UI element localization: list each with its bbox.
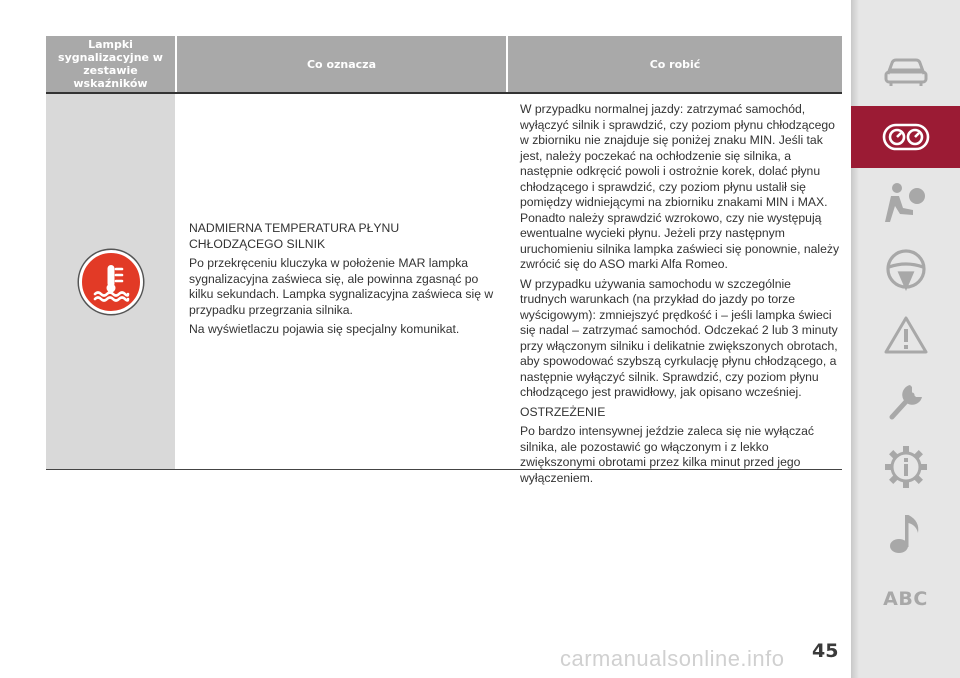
sidebar-item-technical[interactable] bbox=[851, 436, 960, 498]
watermark: carmanualsonline.info bbox=[560, 646, 785, 671]
music-note-icon bbox=[886, 511, 926, 555]
technical-data-gear-icon bbox=[883, 444, 929, 490]
header-warning-lights: Lampki sygnalizacyjne w zestawie wskaźników bbox=[46, 36, 175, 92]
car-icon bbox=[883, 54, 929, 88]
action-warning-label: OSTRZEŻENIE bbox=[520, 404, 606, 419]
meaning-cell bbox=[177, 94, 506, 469]
table-row bbox=[46, 92, 842, 485]
warning-triangle-icon bbox=[883, 314, 929, 356]
sidebar-item-driving[interactable] bbox=[851, 238, 960, 300]
instrument-cluster-icon bbox=[881, 122, 931, 152]
index-abc-label: ABC bbox=[883, 588, 928, 610]
lamp-cell bbox=[46, 94, 175, 469]
action-text: Po bardzo intensywnej jeździe zaleca się nie wyłączać silnika, ale pozostawić go włączonym i z lekko zwiększonymi obrotami przez kilka minut przed jego wyłączeniem. bbox=[520, 424, 815, 485]
action-text: W przypadku normalnej jazdy: zatrzymać samochód, wyłączyć silnik i sprawdzić, czy poziom płynu chłodzącego w zbiorniku nie znajduje się poniżej znaku MIN. Jeśli tak jest, należy poczekać na ochłodzenie się silnika, a następnie odkręcić powoli i ostrożnie korek, dolać płynu chłodzącego i sprawdzić, czy poziom płynu ustalił się pomiędzy widniejącymi na zbiorniku znakami MIN i MAX. Ponadto należy sprawdzić wzrokowo, czy nie występują ewentualne wycieki płynu. Jeżeli przy następnym uruchomieniu silnika lampka zaświeci się ponownie, należy zwrócić się do ASO marki Alfa Romeo. bbox=[520, 102, 840, 271]
sidebar-item-multimedia[interactable] bbox=[851, 502, 960, 564]
meaning-text: Na wyświetlaczu pojawia się specjalny komunikat. bbox=[189, 322, 460, 337]
action-cell bbox=[508, 94, 842, 485]
chapter-sidebar bbox=[851, 0, 960, 678]
sidebar-item-emergency[interactable] bbox=[851, 370, 960, 432]
page-number: 45 bbox=[812, 640, 839, 662]
action-text: W przypadku używania samochodu w szczególnie trudnych warunkach (na przykład do jazdy po torze wyścigowym): zmniejszyć prędkość i – jeśli lampka świeci się nadal – zatrzymać samochód. Odczekać 2 lub 3 minuty przy włączonym silniku i delikatnie zwiększonych obrotach, aby spowodować szybszą cyrkulację płynu chłodzącego, a następnie wyłączyć silnik. Sprawdzić, czy poziom płynu chłodzącego jest prawidłowy, jak opisano wcześniej. bbox=[520, 276, 838, 399]
warning-lights-table bbox=[46, 36, 842, 485]
meaning-text: Po przekręceniu kluczyka w położenie MAR lampka sygnalizacyjna zaświeca się, ale powinna zgasnąć po kilku sekundach. Lampka sygnalizacyjna zaświeca się w przypadku przegrzania silnika. bbox=[189, 256, 494, 317]
meaning-title: NADMIERNA TEMPERATURA PŁYNU CHŁODZĄCEGO SILNIK bbox=[189, 221, 400, 251]
header-meaning: Co oznacza bbox=[177, 36, 506, 92]
coolant-temperature-warning-icon bbox=[79, 250, 143, 314]
sidebar-item-instruments[interactable] bbox=[851, 106, 960, 168]
airbag-passenger-icon bbox=[883, 182, 929, 224]
sidebar-item-index[interactable] bbox=[851, 568, 960, 630]
table-header bbox=[46, 36, 842, 92]
wrench-icon bbox=[884, 379, 928, 423]
sidebar-item-warnings[interactable] bbox=[851, 304, 960, 366]
sidebar-item-vehicle[interactable] bbox=[851, 40, 960, 102]
sidebar-item-safety[interactable] bbox=[851, 172, 960, 234]
header-action: Co robić bbox=[508, 36, 842, 92]
steering-wheel-icon bbox=[884, 247, 928, 291]
